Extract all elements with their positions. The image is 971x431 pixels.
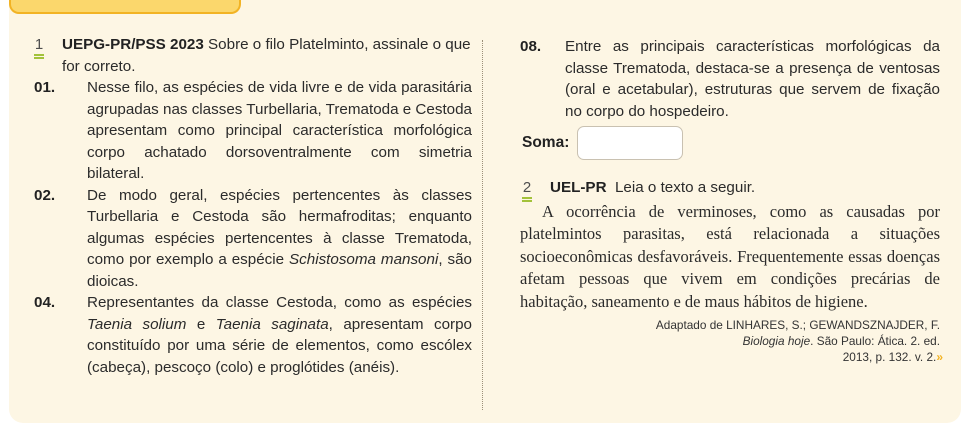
option-02-number: 02. — [34, 186, 56, 204]
option-02-text-b: , são dioicas. — [87, 251, 472, 290]
option-04-number: 04. — [34, 294, 56, 311]
question-1-statement: Sobre o filo Platelminto, assinale o que for correto. — [62, 36, 471, 75]
option-01-text: Nesse filo, as espécies de vida livre e de vida parasitária agrupadas nas classes Turbellaria, Trematoda e Cestoda apresentam como principal característica morfológica corpo achatado dorsoventralmente com simetria bilateral. — [87, 79, 472, 182]
left-column — [32, 34, 472, 378]
credit-year: 2013, p. 132. v. 2. — [842, 350, 937, 364]
option-04-text-a: Representantes da classe Cestoda, como as espécies — [87, 294, 472, 311]
option-04-species-a: Taenia solium — [87, 315, 187, 333]
question-1-number: 1 — [32, 34, 46, 56]
continue-arrow-icon: » — [936, 350, 940, 364]
option-04-species-b: Taenia saginata — [215, 315, 329, 333]
credit-line-1: Adaptado de LINHARES, S.; GEWANDSZNAJDER, F. — [655, 318, 940, 332]
option-08-text: Entre as principais características morfológicas da classe Trematoda, destaca-se a presença de ventosas (oral e acetabular), estruturas que servem de fixação no corpo do hospedeiro. — [565, 38, 940, 120]
question-2-statement: Leia o texto a seguir. — [614, 179, 756, 196]
option-02-species: Schistosoma mansoni — [289, 251, 439, 268]
credit-line-2 — [520, 333, 940, 349]
option-02-text-a: De modo geral, espécies pertencentes às classes Turbellaria e Cestoda são hermafroditas; enquanto algumas espécies pertencentes à classe Trematoda, como por exemplo a espécie — [87, 186, 472, 268]
question-2-number: 2 — [520, 177, 534, 199]
passage-credit — [520, 317, 940, 365]
credit-rest: . São Paulo: Ática. 2. ed. — [810, 334, 940, 348]
right-column — [520, 36, 940, 365]
option-01-number: 01. — [34, 79, 56, 96]
option-04-text-c: , apresentam corpo constituído por uma série de elementos, como escólex (cabeça), pescoço (colo) e proglótides (anéis). — [87, 315, 472, 376]
question-1-header — [32, 34, 472, 77]
option-08-number: 08. — [520, 38, 542, 55]
question-1-source: UEPG-PR/PSS 2023 — [62, 36, 204, 53]
credit-line-3 — [520, 349, 940, 365]
option-04-text-b: e — [186, 315, 216, 333]
option-04 — [34, 292, 472, 378]
soma-label: Soma: — [522, 134, 570, 151]
credit-title: Biologia hoje — [742, 334, 811, 348]
option-01 — [34, 77, 472, 185]
question-2-header — [520, 177, 940, 199]
soma-row — [520, 126, 940, 160]
question-2-passage: A ocorrência de verminoses, como as causadas por platelmintos parasitas, está relacionada a situações socioeconômicas desfavoráveis. Frequentemente essas doenças afetam pessoas que vivem em condições precárias de habitação, saneamento e de maus hábitos de higiene. — [520, 201, 940, 311]
column-divider — [482, 40, 483, 410]
option-08 — [520, 36, 940, 122]
soma-answer-box[interactable] — [577, 126, 683, 160]
question-2-source: UEL-PR — [550, 179, 607, 196]
option-02 — [34, 185, 472, 293]
header-tab — [9, 0, 241, 14]
